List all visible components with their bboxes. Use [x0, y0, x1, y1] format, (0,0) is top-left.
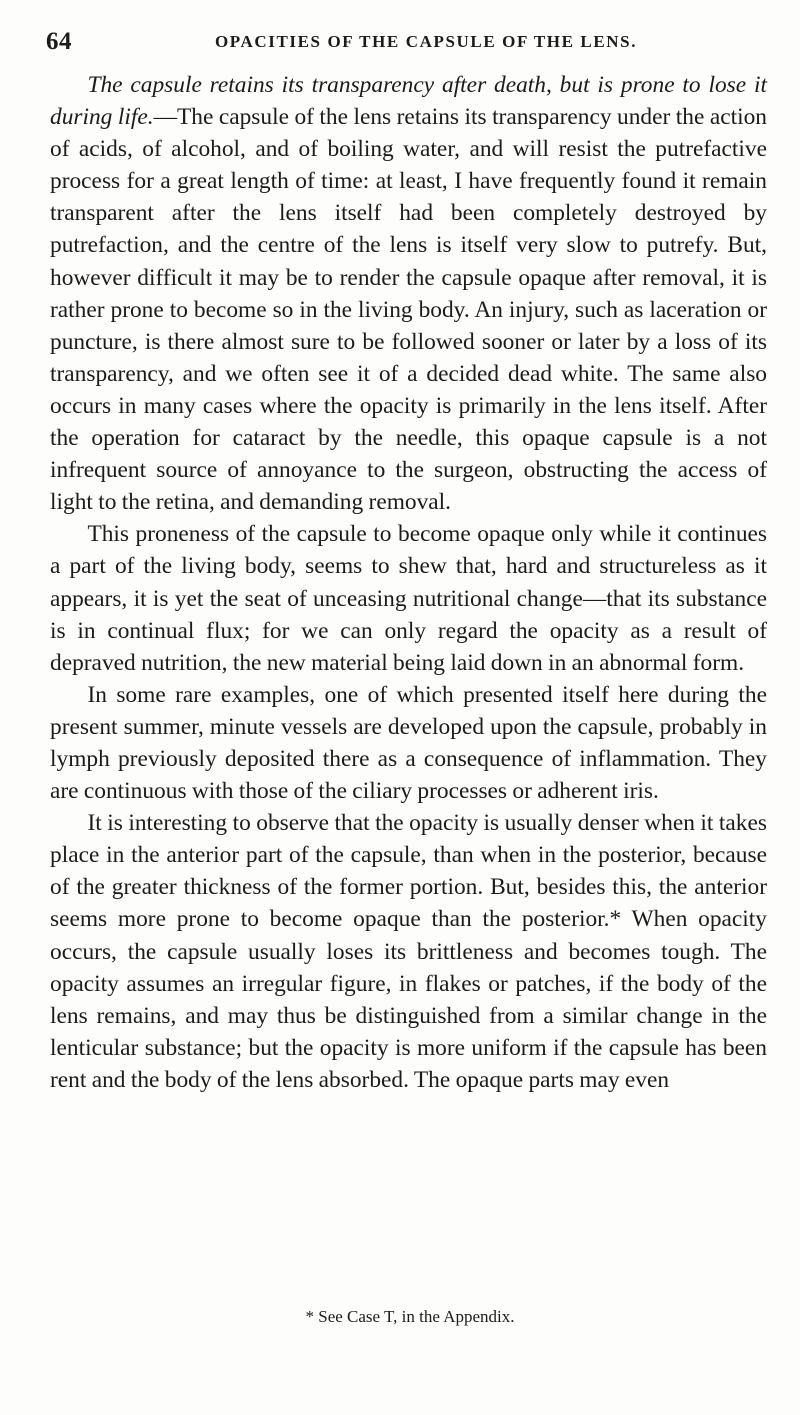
page-number: 64	[46, 28, 72, 55]
page-header	[46, 28, 776, 58]
paragraph-text: It is interesting to observe that the opacity is usually denser when it takes place in the anterior part of the capsule, than when in the posterior, because of the greater thickness of the former portion. But, besides this, the anterior seems more prone to become opaque than the posterior.* When opacity occurs, the capsule usually loses its brittleness and becomes tough. The opacity assumes an irregular figure, in flakes or patches, if the body of the lens remains, and may thus be distinguished from a similar change in the lenticular substance; but the opacity is more uniform if the capsule has been rent and the body of the lens absorbed. The opaque parts may even	[50, 810, 767, 1093]
paragraph	[50, 807, 767, 1096]
body-text	[50, 69, 767, 1096]
paragraph	[50, 518, 767, 678]
paragraph-lead-italic: The capsule retains its transparency after death, but is prone to lose it during life.	[50, 72, 767, 131]
paragraph	[50, 69, 767, 518]
paragraph	[50, 679, 767, 807]
paragraph-text: In some rare examples, one of which presented itself here during the present summer, minute vessels are developed upon the capsule, probably in lymph previously deposited there as a consequence of inflammation. They are continuous with those of the ciliary processes or adherent iris.	[50, 681, 767, 805]
paragraph-text: This proneness of the capsule to become opaque only while it continues a part of the living body, seems to shew that, hard and structureless as it appears, it is yet the seat of unceasing nutritional change—that its substance is in continual flux; for we can only regard the opacity as a result of depraved nutrition, the new material being laid down in an abnormal form.	[50, 521, 767, 676]
running-head: OPACITIES OF THE CAPSULE OF THE LENS.	[214, 32, 638, 51]
footnote: * See Case T, in the Appendix.	[305, 1307, 515, 1326]
paragraph-text: —The capsule of the lens retains its transparency under the action of acids, of alcohol, and of boiling water, and will resist the putrefactive process for a great length of time: at least, I have frequently found it remain transparent after the lens itself had been completely destroyed by putrefaction, and the centre of the lens is itself very slow to putrefy. But, however difficult it may be to render the capsule opaque after removal, it is rather prone to become so in the living body. An injury, such as laceration or puncture, is there almost sure to be followed sooner or later by a loss of its transparency, and we often see it of a decided dead white. The same also occurs in many cases where the opacity is primarily in the lens itself. After the operation for cataract by the needle, this opaque capsule is a not infrequent source of annoyance to the surgeon, obstructing the access of light to the retina, and demanding removal.	[50, 104, 767, 516]
